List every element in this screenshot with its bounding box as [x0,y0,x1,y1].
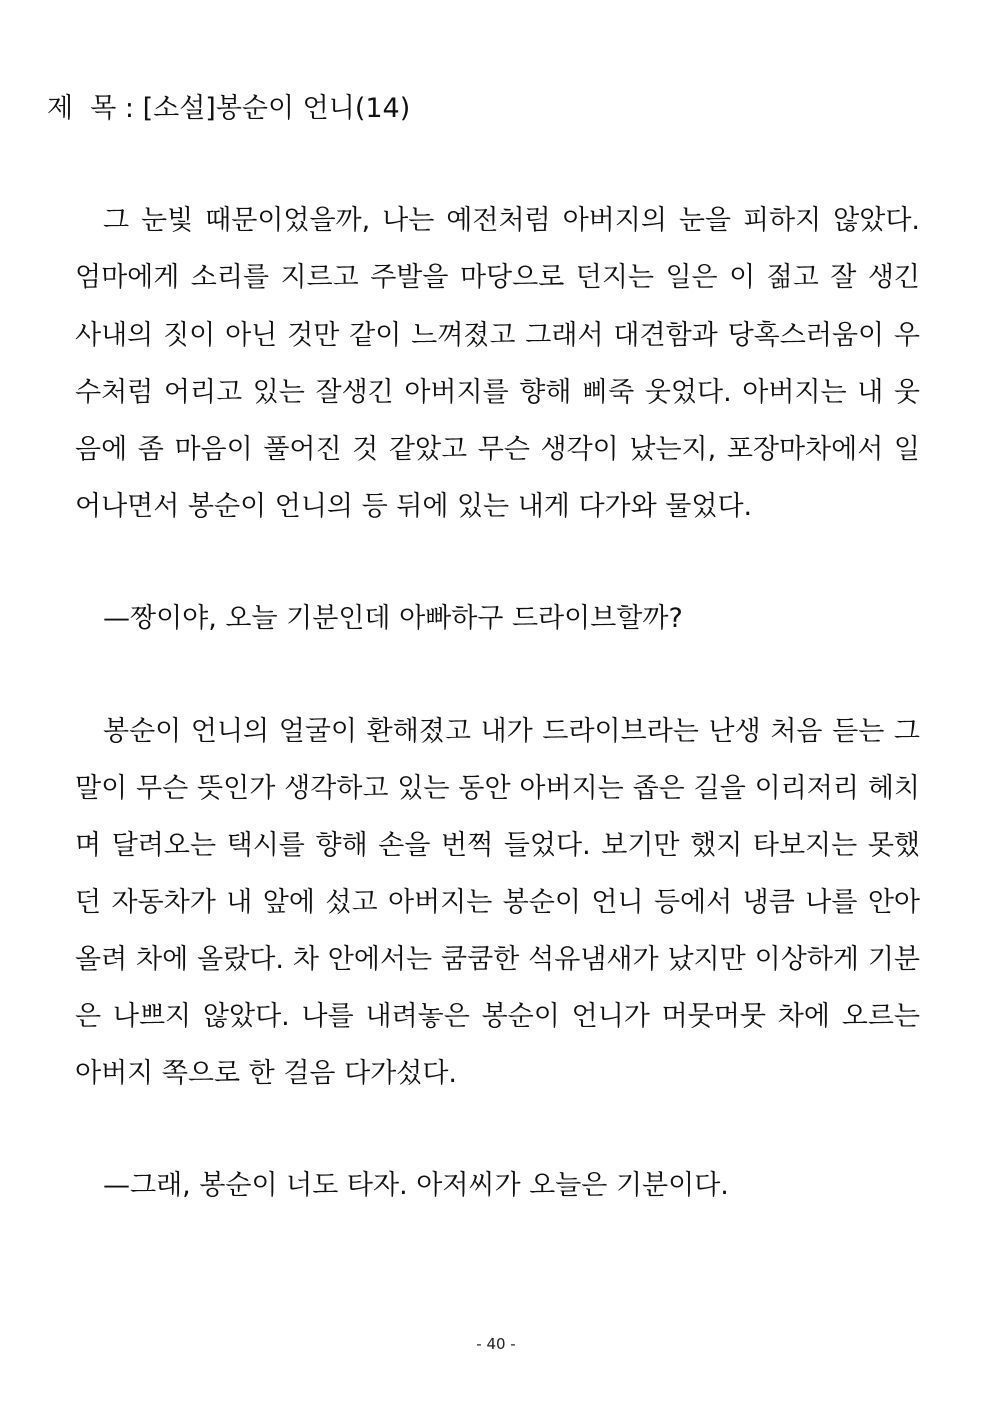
paragraph-2-line-4: 던 자동차가 내 앞에 섰고 아버지는 봉순이 언니 등에서 냉큼 나를 안아 [75,887,920,918]
paragraph-1-line-3: 사내의 짓이 아닌 것만 같이 느껴졌고 그래서 대견함과 당혹스러움이 우 [75,320,920,351]
dialogue-1: —짱이야, 오늘 기분인데 아빠하구 드라이브할까? [103,603,683,634]
title-text: [소설]봉순이 언니(14) [142,93,411,124]
paragraph-2-line-7: 아버지 쪽으로 한 걸음 다가섰다. [75,1058,457,1089]
paragraph-2-line-3: 며 달려오는 택시를 향해 손을 번쩍 들었다. 보기만 했지 타보지는 못했 [75,830,920,861]
title-label: 제 목 : [47,93,143,124]
document-title [47,89,410,129]
paragraph-2-line-5: 올려 차에 올랐다. 차 안에서는 쿰쿰한 석유냄새가 났지만 이상하게 기분 [75,944,920,975]
page-number: - 40 - [476,1335,516,1353]
paragraph-2-line-1: 봉순이 언니의 얼굴이 환해졌고 내가 드라이브라는 난생 처음 듣는 그 [103,716,920,747]
paragraph-1-line-1: 그 눈빛 때문이었을까, 나는 예전처럼 아버지의 눈을 피하지 않았다. [103,205,920,236]
paragraph-1-line-6: 어나면서 봉순이 언니의 등 뒤에 있는 내게 다가와 물었다. [75,491,753,522]
paragraph-1-line-2: 엄마에게 소리를 지르고 주발을 마당으로 던지는 일은 이 젊고 잘 생긴 [75,262,920,293]
dialogue-2: —그래, 봉순이 너도 타자. 아저씨가 오늘은 기분이다. [103,1170,729,1201]
paragraph-1-line-4: 수처럼 어리고 있는 잘생긴 아버지를 향해 삐죽 웃었다. 아버지는 내 웃 [75,377,920,408]
paragraph-2-line-2: 말이 무슨 뜻인가 생각하고 있는 동안 아버지는 좁은 길을 이리저리 헤치 [75,773,920,804]
paragraph-1-line-5: 음에 좀 마음이 풀어진 것 같았고 무슨 생각이 났는지, 포장마차에서 일 [75,434,920,465]
paragraph-2-line-6: 은 나쁘지 않았다. 나를 내려놓은 봉순이 언니가 머뭇머뭇 차에 오르는 [75,1001,920,1032]
